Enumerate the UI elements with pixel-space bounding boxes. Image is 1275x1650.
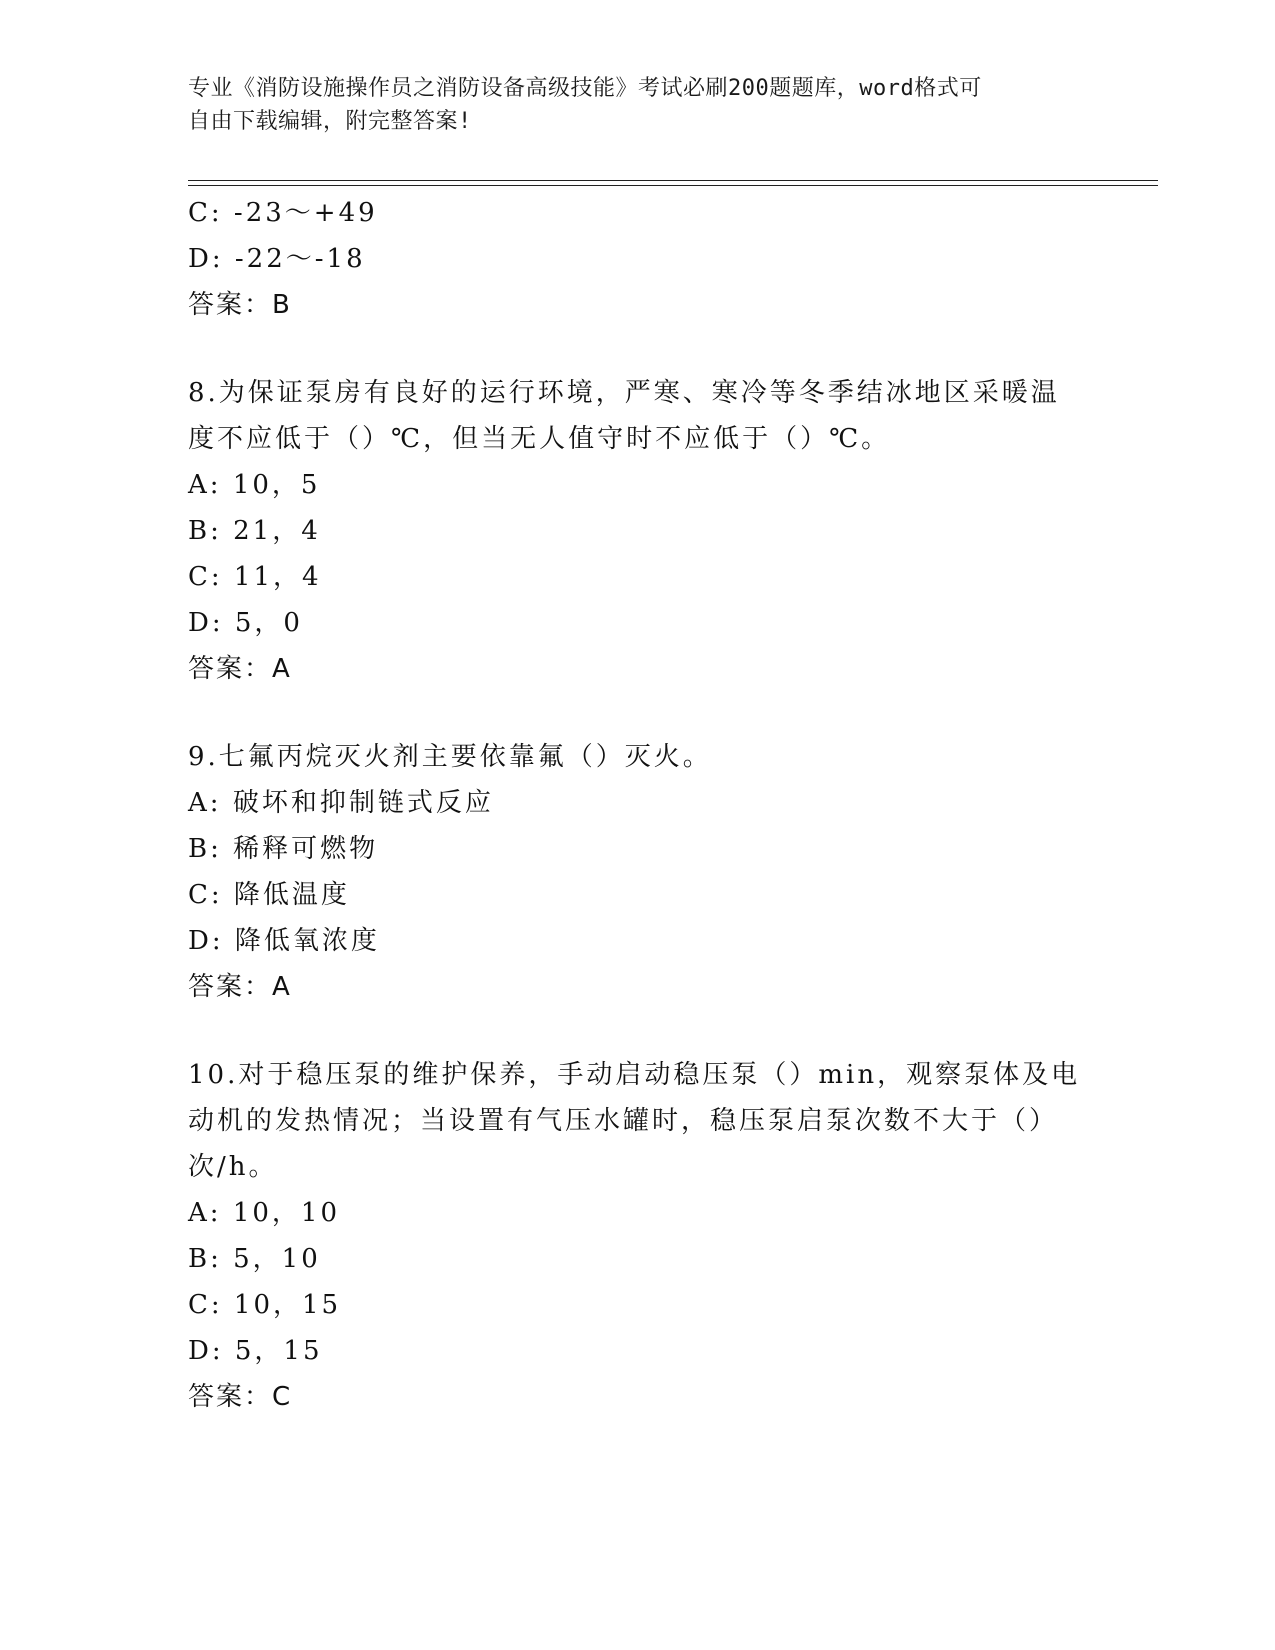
option-text: 5，10 [233, 1244, 321, 1274]
option-text: 10，10 [232, 1198, 340, 1228]
option-label: C: [188, 880, 223, 910]
option-text: -23～+49 [233, 198, 378, 228]
header-divider-bottom [188, 185, 1158, 186]
option-text: 10，5 [232, 470, 321, 500]
option-c [188, 190, 1088, 236]
option-a [188, 780, 1088, 826]
header-line-1: 专业《消防设施操作员之消防设备高级技能》考试必刷200题题库，word格式可 [188, 76, 982, 101]
answer-line: 答案：B [188, 290, 292, 320]
option-b [188, 826, 1088, 872]
header-divider-top [188, 180, 1158, 181]
option-label: D: [188, 608, 224, 638]
option-label: C: [188, 198, 223, 228]
option-label: A: [188, 788, 222, 818]
question-text-line: 8.为保证泵房有良好的运行环境，严寒、寒冷等冬季结冰地区采暖温 [188, 378, 1060, 408]
option-text: 降低温度 [233, 880, 350, 910]
option-text: -22～-18 [234, 244, 366, 274]
option-d [188, 236, 1088, 282]
answer-line: 答案：A [188, 654, 292, 684]
option-label: C: [188, 1290, 223, 1320]
option-label: D: [188, 244, 224, 274]
option-c [188, 872, 1088, 918]
option-c [188, 1282, 1088, 1328]
option-label: A: [188, 1198, 222, 1228]
option-b [188, 508, 1088, 554]
question-text-line: 10.对于稳压泵的维护保养，手动启动稳压泵（）min，观察泵体及电 [188, 1060, 1081, 1090]
option-label: D: [188, 1336, 224, 1366]
option-label: A: [188, 470, 222, 500]
option-label: B: [188, 1244, 222, 1274]
option-d [188, 918, 1088, 964]
question-8 [188, 370, 1088, 692]
previous-question-tail [188, 190, 1088, 328]
option-label: B: [188, 516, 222, 546]
option-label: C: [188, 562, 223, 592]
option-label: D: [188, 926, 224, 956]
question-text-line: 度不应低于（）℃，但当无人值守时不应低于（）℃。 [188, 424, 891, 454]
answer-line: 答案：A [188, 972, 292, 1002]
option-b [188, 1236, 1088, 1282]
option-text: 5，0 [234, 608, 303, 638]
option-label: B: [188, 834, 222, 864]
option-text: 稀释可燃物 [233, 834, 379, 864]
question-text-line: 9.七氟丙烷灭火剂主要依靠氟（）灭火。 [188, 742, 712, 772]
question-list [188, 190, 1088, 1420]
option-text: 11，4 [233, 562, 322, 592]
option-d [188, 600, 1088, 646]
option-text: 21，4 [233, 516, 321, 546]
option-c [188, 554, 1088, 600]
option-text: 降低氧浓度 [234, 926, 380, 956]
option-a [188, 1190, 1088, 1236]
option-d [188, 1328, 1088, 1374]
option-text: 5，15 [234, 1336, 323, 1366]
option-a [188, 462, 1088, 508]
answer-line: 答案：C [188, 1382, 293, 1412]
question-9 [188, 734, 1088, 1010]
question-text-line: 次/h。 [188, 1152, 278, 1182]
header-line-2: 自由下载编辑，附完整答案! [188, 109, 472, 134]
question-10 [188, 1052, 1088, 1420]
option-text: 破坏和抑制链式反应 [232, 788, 494, 818]
document-header [188, 72, 1068, 138]
question-text-line: 动机的发热情况；当设置有气压水罐时，稳压泵启泵次数不大于（） [188, 1106, 1059, 1136]
option-text: 10，15 [233, 1290, 342, 1320]
